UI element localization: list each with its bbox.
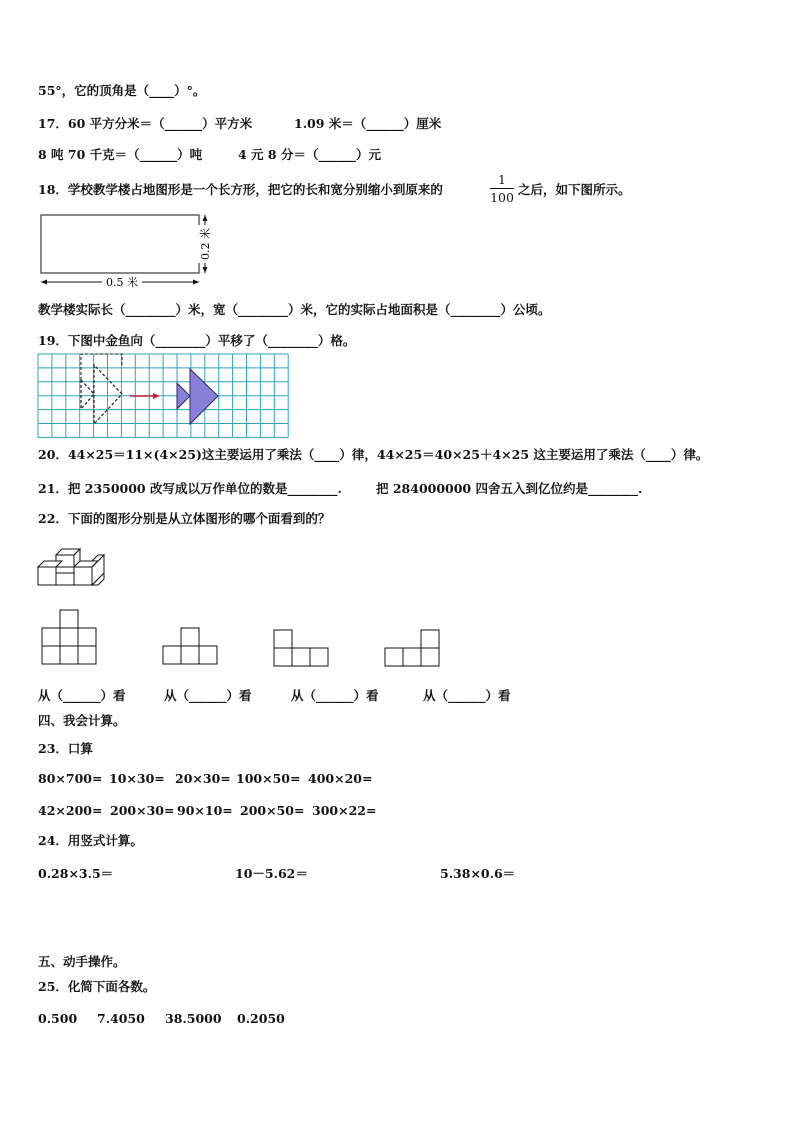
- view-shape-1: [42, 609, 102, 667]
- view-shape-3: [274, 629, 334, 669]
- q22-solid-figure: [38, 540, 118, 588]
- grid-lines: [38, 354, 288, 437]
- fraction-numerator: 1: [498, 172, 506, 187]
- q17-line2-a: 8 吨 70 千克＝（______）吨: [38, 147, 203, 162]
- q20-text: 20．44×25＝11×(4×25)这主要运用了乘法（____）律，44×25＝40×25＋4×25 这主要运用了乘法（____）律。: [38, 447, 709, 462]
- building-rectangle: [41, 215, 199, 273]
- q16-tail: 55°，它的顶角是（____）°。: [38, 83, 206, 98]
- q23-row2-item-5: 300×22=: [312, 803, 377, 818]
- length-label: 0.5 米: [106, 276, 138, 289]
- arrow-down-icon: [203, 267, 208, 273]
- q21-text-b: 把 284000000 四舍五入到亿位约是________.: [376, 481, 643, 496]
- q25-item-1: 0.500: [38, 1011, 78, 1026]
- arrow-left-icon: [41, 280, 47, 285]
- fish-moved-body: [190, 369, 218, 424]
- q17-line2-b: 4 元 8 分＝（______）元: [238, 147, 381, 162]
- fish-original-tail: [81, 380, 94, 409]
- q18-text-after: 之后，如下图所示。: [518, 182, 631, 197]
- q24-item-1: 0.28×3.5＝: [38, 866, 114, 881]
- q25-item-3: 38.5000: [165, 1011, 222, 1026]
- q23-row1-item-3: 20×30=: [175, 771, 231, 786]
- view-shape-4: [385, 629, 445, 669]
- q22-answer-2: 从（______）看: [164, 688, 252, 703]
- q18-fraction: [489, 172, 515, 205]
- q22-answer-1: 从（______）看: [38, 688, 126, 703]
- translation-arrow-icon: [153, 393, 160, 399]
- q25-item-2: 7.4050: [97, 1011, 145, 1026]
- width-label: 0.2 米: [199, 228, 212, 260]
- q23-row1-item-5: 400×20=: [308, 771, 373, 786]
- q25-item-4: 0.2050: [237, 1011, 285, 1026]
- q23-row2-item-2: 200×30=: [110, 803, 175, 818]
- q24-title: 24．用竖式计算。: [38, 833, 143, 848]
- section-5-title: 五、动手操作。: [38, 954, 126, 969]
- q24-item-3: 5.38×0.6＝: [440, 866, 516, 881]
- arrow-right-icon: [193, 280, 199, 285]
- q22-text: 22．下面的图形分别是从立体图形的哪个面看到的？: [38, 511, 331, 526]
- q23-row1-item-2: 10×30=: [109, 771, 165, 786]
- arrow-up-icon: [203, 215, 208, 221]
- q23-row1-item-1: 80×700=: [38, 771, 103, 786]
- fraction-bar: [490, 188, 514, 189]
- q19-grid-figure: [38, 354, 298, 444]
- q21-text-a: 21．把 2350000 改写成以万作单位的数是________.: [38, 481, 342, 496]
- q24-item-2: 10－5.62＝: [235, 866, 308, 881]
- q19-text: 19．下图中金鱼向（________）平移了（________）格。: [38, 333, 356, 348]
- q18-rectangle-figure: [30, 208, 250, 288]
- q18-answer-line: 教学楼实际长（________）米，宽（________）米，它的实际占地面积是（________）公顷。: [38, 302, 551, 317]
- q22-answer-4: 从（______）看: [423, 688, 511, 703]
- q25-title: 25．化简下面各数。: [38, 979, 156, 994]
- fish-original-top: [81, 354, 122, 380]
- q23-row1-item-4: 100×50=: [236, 771, 301, 786]
- q17-line1-a: 17．60 平方分米＝（______）平方米: [38, 116, 253, 131]
- q17-line1-b: 1.09 米＝（______）厘米: [294, 116, 442, 131]
- q23-row2-item-3: 90×10=: [177, 803, 233, 818]
- q23-title: 23．口算: [38, 741, 93, 756]
- q23-row2-item-4: 200×50=: [240, 803, 305, 818]
- view-shape-2: [163, 627, 223, 667]
- section-4-title: 四、我会计算。: [38, 713, 126, 728]
- q22-answer-3: 从（______）看: [291, 688, 379, 703]
- fraction-denominator: 100: [490, 190, 514, 205]
- q18-text-before: 18．学校教学楼占地图形是一个长方形，把它的长和宽分别缩小到原来的: [38, 182, 443, 197]
- q23-row2-item-1: 42×200=: [38, 803, 103, 818]
- fish-moved-tail: [177, 383, 190, 409]
